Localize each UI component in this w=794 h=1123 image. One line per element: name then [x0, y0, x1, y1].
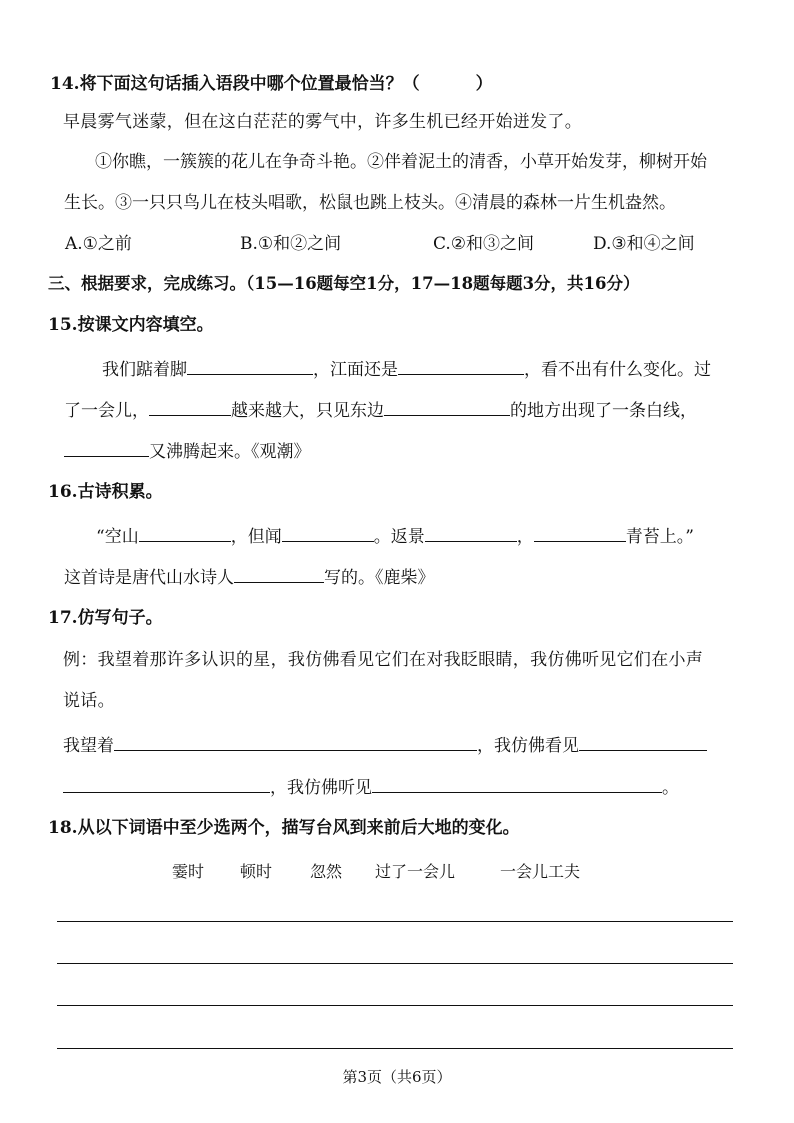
q16-l2-text-b: 写的。《鹿柴》	[324, 568, 435, 588]
q15-blank-5[interactable]	[64, 438, 149, 457]
q15-line2	[64, 397, 697, 423]
q14-insert-sentence: 早晨雾气迷蒙，但在这白茫茫的雾气中，许多生机已经开始迸发了。	[63, 112, 582, 132]
q15-blank-4[interactable]	[384, 397, 510, 416]
page-number: 第3页（共6页）	[342, 1068, 452, 1086]
q15-l3-text-b: 又沸腾起来。《观潮》	[149, 442, 311, 462]
q16-l1-text-d: ，	[516, 527, 534, 547]
section3-heading: 三、根据要求，完成练习。（15—16题每空1分，17—18题每题3分，共16分）	[48, 274, 640, 293]
q16-stem: 16.古诗积累。	[48, 482, 163, 502]
q18-word-5: 一会儿工夫	[500, 862, 581, 881]
q17-blank-1[interactable]	[114, 732, 477, 751]
q16-l1-text-e: 青苔上。”	[625, 527, 694, 547]
q16-line2	[64, 564, 435, 590]
q17-example-line1: 例：我望着那许多认识的星，我仿佛看见它们在对我眨眼睛，我仿佛听见它们在小声	[63, 650, 704, 670]
q14-passage-line2: 生长。③一只只鸟儿在枝头唱歌，松鼠也跳上枝头。④清晨的森林一片生机盎然。	[64, 193, 676, 213]
q16-l2-text-a: 这首诗是唐代山水诗人	[64, 568, 234, 588]
q15-l1-text-b: ，江面还是	[313, 360, 398, 380]
q15-blank-3[interactable]	[149, 397, 231, 416]
q15-l2-text-c: 的地方出现了一条白线，	[510, 401, 697, 421]
q17-l2-text-b: ，我仿佛听见	[270, 778, 372, 798]
q15-l1-text-c: ，看不出有什么变化。过	[524, 360, 711, 380]
q15-blank-2[interactable]	[398, 356, 524, 375]
q15-stem: 15.按课文内容填空。	[48, 315, 214, 335]
q15-l2-text-a: 了一会儿，	[64, 401, 149, 421]
q14-option-b[interactable]: B.①和②之间	[240, 234, 342, 254]
q14-stem-close: ）	[475, 74, 493, 94]
q18-word-1: 霎时	[172, 862, 205, 881]
q14-option-c[interactable]: C.②和③之间	[433, 234, 535, 254]
q14-stem	[50, 72, 493, 96]
q17-blank-4[interactable]	[372, 774, 662, 793]
q15-line1	[102, 356, 711, 382]
q16-line1	[96, 523, 694, 549]
q17-l1-text-a: 我望着	[63, 736, 114, 756]
q17-blank-3[interactable]	[63, 774, 270, 793]
q16-blank-1[interactable]	[139, 523, 231, 542]
q18-word-2: 顿时	[240, 862, 273, 881]
q16-l1-text-c: 。返景	[373, 527, 425, 547]
q18-answer-line-1[interactable]	[57, 921, 733, 922]
q17-stem: 17.仿写句子。	[48, 608, 163, 628]
q17-line1	[63, 732, 707, 758]
q17-l1-text-b: ，我仿佛看见	[477, 736, 579, 756]
q18-answer-line-2[interactable]	[57, 963, 733, 964]
q14-option-a[interactable]: A.①之前	[65, 234, 132, 254]
q16-blank-5[interactable]	[234, 564, 324, 583]
q16-blank-3[interactable]	[425, 523, 517, 542]
q17-line2	[63, 774, 679, 800]
q14-stem-text: 14.将下面这句话插入语段中哪个位置最恰当？（	[50, 74, 420, 94]
q18-stem: 18.从以下词语中至少选两个，描写台风到来前后大地的变化。	[48, 818, 520, 838]
q18-answer-line-3[interactable]	[57, 1005, 733, 1006]
q17-l2-text-c: 。	[662, 778, 679, 798]
q18-word-4: 过了一会儿	[375, 862, 456, 881]
q15-line3	[64, 438, 311, 464]
q15-blank-1[interactable]	[187, 356, 313, 375]
q15-l2-text-b: 越来越大，只见东边	[231, 401, 384, 421]
q15-l1-text-a: 我们踮着脚	[102, 360, 187, 380]
q18-word-3: 忽然	[310, 862, 343, 881]
q17-example-line2: 说话。	[63, 691, 115, 711]
q16-l1-text-a: “空山	[96, 527, 139, 547]
q14-passage-line1: ①你瞧，一簇簇的花儿在争奇斗艳。②伴着泥土的清香，小草开始发芽，柳树开始	[95, 152, 707, 172]
q18-answer-line-4[interactable]	[57, 1048, 733, 1049]
q17-blank-2[interactable]	[579, 732, 707, 751]
q16-l1-text-b: ，但闻	[230, 527, 282, 547]
q16-blank-2[interactable]	[282, 523, 374, 542]
q14-option-d[interactable]: D.③和④之间	[593, 234, 695, 254]
q16-blank-4[interactable]	[534, 523, 626, 542]
